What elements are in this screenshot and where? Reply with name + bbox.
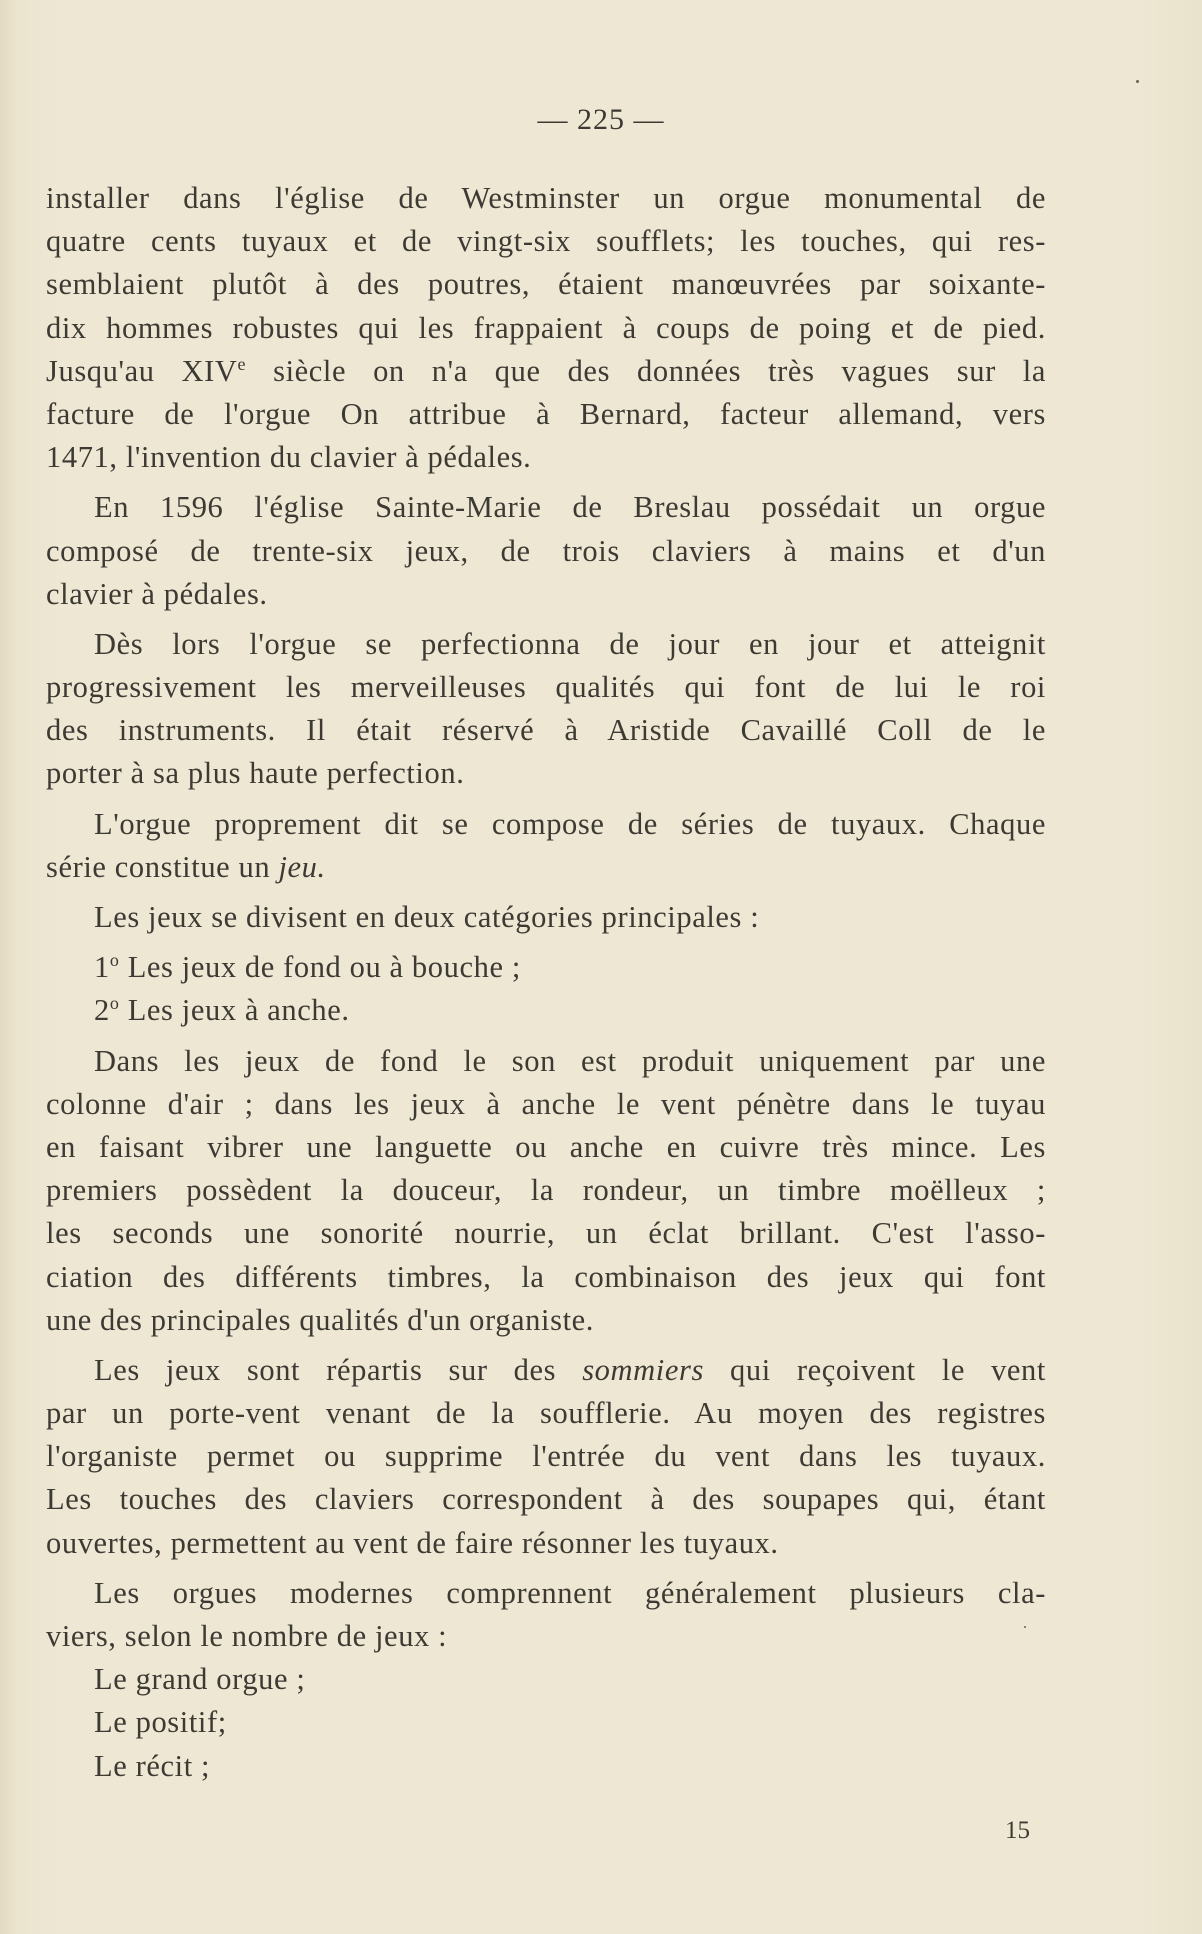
text-line: Jusqu'au XIVe siècle on n'a que des données très vagues sur la <box>46 353 1046 388</box>
page-header: — 225 — <box>537 103 665 136</box>
text-line: Le grand orgue ; <box>94 1662 306 1697</box>
text-line: des instruments. Il était réservé à Aristide Cavaillé Coll de le <box>46 713 1046 748</box>
text-line: les seconds une sonorité nourrie, un éclat brillant. C'est l'asso- <box>46 1216 1046 1251</box>
text-line: En 1596 l'église Sainte-Marie de Breslau possédait un orgue <box>94 490 1046 525</box>
text-line: viers, selon le nombre de jeux : <box>46 1619 448 1653</box>
text-line: Le récit ; <box>94 1748 211 1783</box>
text-line: par un porte-vent venant de la soufflerie. Au moyen des registres <box>46 1396 1046 1431</box>
text-line: clavier à pédales. <box>46 576 268 611</box>
text-line: Les touches des claviers correspondent à des soupapes qui, étant <box>46 1482 1046 1517</box>
paper-speck <box>1136 80 1139 83</box>
text-line: en faisant vibrer une languette ou anche en cuivre très mince. Les <box>46 1129 1046 1164</box>
text-line: Les jeux se divisent en deux catégories principales : <box>94 900 760 934</box>
folio-number: 15 <box>1005 1817 1030 1844</box>
text-line: premiers possèdent la douceur, la rondeur, un timbre moëlleux ; <box>46 1173 1046 1208</box>
text-line: semblaient plutôt à des poutres, étaient manœuvrées par soixante- <box>46 267 1046 302</box>
text-line: L'orgue proprement dit se compose de séries de tuyaux. Chaque <box>94 806 1046 841</box>
text-line: ciation des différents timbres, la combinaison des jeux qui font <box>46 1259 1046 1294</box>
text-line: 1$^o$ Les jeux de fond ou à bouche ; <box>94 950 521 985</box>
text-line: installer dans l'église de Westminster un orgue monumental de <box>46 181 1046 215</box>
text-line: dix hommes robustes qui les frappaient à coups de poing et de pied. <box>46 310 1046 345</box>
text-line: ouvertes, permettent au vent de faire résonner les tuyaux. <box>46 1525 779 1560</box>
body-text <box>46 177 1046 1788</box>
text-line: 2$^o$ Les jeux à anche. <box>94 993 350 1028</box>
text-line: Dès lors l'orgue se perfectionna de jour en jour et atteignit <box>94 626 1046 661</box>
text-line: l'organiste permet ou supprime l'entrée du vent dans les tuyaux. <box>46 1439 1046 1474</box>
text-line: porter à sa plus haute perfection. <box>46 756 465 791</box>
text-line: une des principales qualités d'un organiste. <box>46 1302 595 1337</box>
text-line: série constitue un jeu. <box>46 849 326 884</box>
paper-speck <box>1024 1626 1026 1628</box>
text-line: 1471, l'invention du clavier à pédales. <box>46 440 532 475</box>
text-line: Les orgues modernes comprennent généralement plusieurs cla- <box>94 1575 1046 1610</box>
text-line: Le positif; <box>94 1705 227 1740</box>
text-line: quatre cents tuyaux et de vingt-six soufflets; les touches, qui res- <box>46 224 1046 259</box>
text-line: progressivement les merveilleuses qualités qui font de lui le roi <box>46 670 1046 705</box>
text-line: Dans les jeux de fond le son est produit uniquement par une <box>94 1043 1046 1078</box>
text-line: colonne d'air ; dans les jeux à anche le vent pénètre dans le tuyau <box>46 1086 1046 1121</box>
text-line: Les jeux sont répartis sur des sommiers qui reçoivent le vent <box>94 1352 1046 1387</box>
text-line: facture de l'orgue On attribue à Bernard, facteur allemand, vers <box>46 396 1046 431</box>
text-line: composé de trente-six jeux, de trois claviers à mains et d'un <box>46 533 1046 568</box>
